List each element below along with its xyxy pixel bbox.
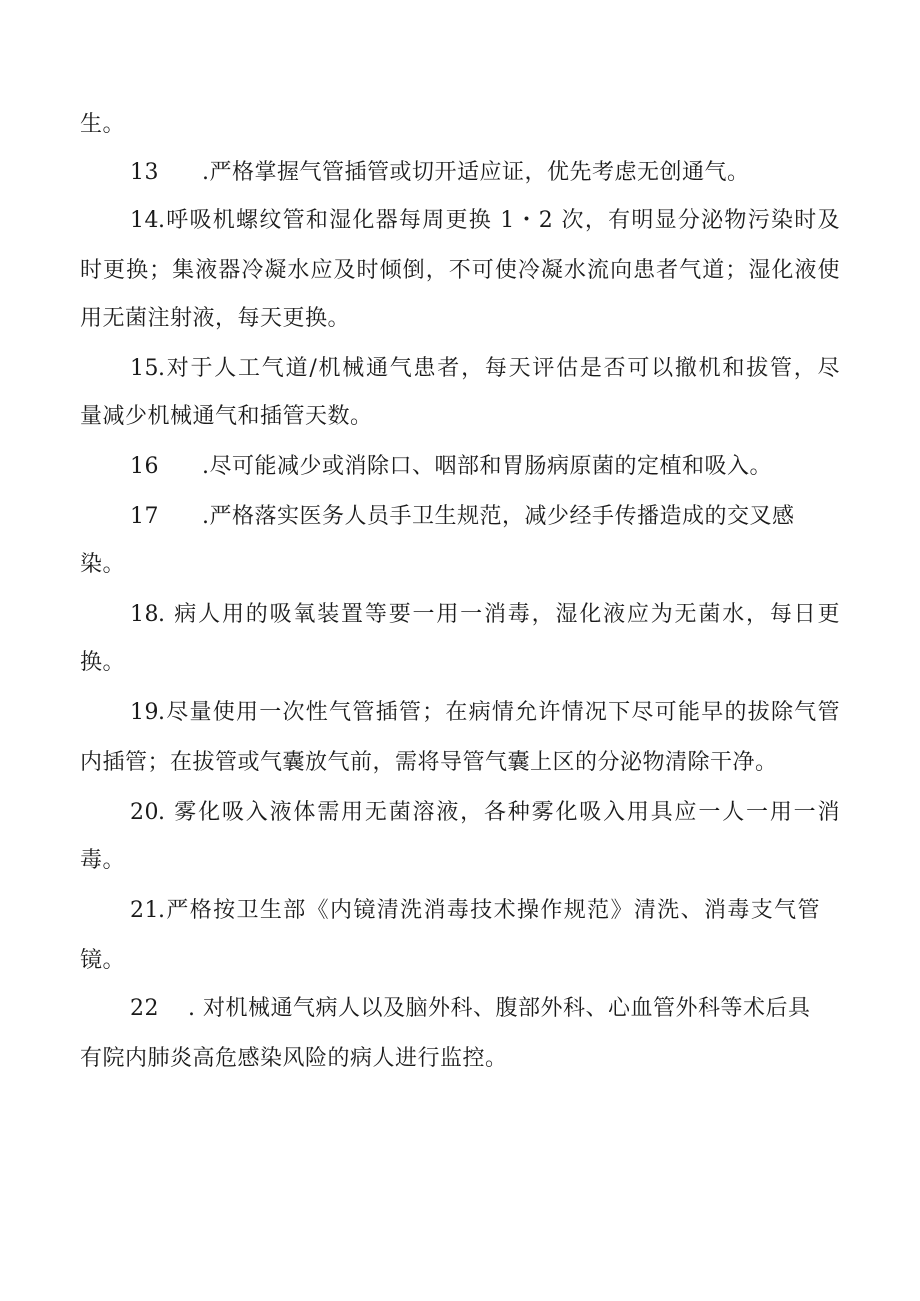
paragraph-text: .呼吸机螺纹管和湿化器每周更换 1・2 次，有明显分泌物污染时及 bbox=[158, 208, 840, 233]
paragraph-22 bbox=[130, 994, 840, 1024]
paragraph-text: 量减少机械通气和插管天数。 bbox=[80, 404, 373, 429]
paragraph-text: 染。 bbox=[80, 552, 126, 577]
paragraph-number: 22 bbox=[130, 996, 159, 1021]
paragraph-number: 20 bbox=[130, 800, 159, 825]
paragraph-14-line-3 bbox=[80, 304, 840, 334]
paragraph-number: 18 bbox=[130, 602, 159, 627]
paragraph-number: 15 bbox=[130, 356, 159, 381]
paragraph-text: 用无菌注射液，每天更换。 bbox=[80, 306, 351, 331]
paragraph-number: 19 bbox=[130, 700, 159, 725]
paragraph-text: .对于人工气道/机械通气患者，每天评估是否可以撤机和拔管，尽 bbox=[158, 356, 840, 381]
paragraph-14-line-2 bbox=[80, 256, 840, 286]
paragraph-number: 14 bbox=[130, 208, 159, 233]
paragraph-12-end bbox=[80, 110, 840, 140]
paragraph-20-line-2 bbox=[80, 846, 840, 876]
paragraph-text: 换。 bbox=[80, 650, 126, 675]
paragraph-18-line-2 bbox=[80, 648, 840, 678]
paragraph-20 bbox=[130, 798, 840, 828]
paragraph-16 bbox=[130, 452, 840, 482]
paragraph-number: 17 bbox=[130, 504, 159, 529]
paragraph-15 bbox=[130, 354, 840, 384]
paragraph-text: 有院内肺炎高危感染风险的病人进行监控。 bbox=[80, 1046, 508, 1071]
paragraph-text: .尽可能减少或消除口、咽部和胃肠病原菌的定植和吸入。 bbox=[202, 454, 772, 479]
paragraph-19-line-2 bbox=[80, 748, 840, 778]
paragraph-13 bbox=[130, 158, 840, 188]
paragraph-number: 13 bbox=[130, 160, 159, 185]
paragraph-text: .严格掌握气管插管或切开适应证，优先考虑无创通气。 bbox=[202, 160, 750, 185]
paragraph-21 bbox=[130, 896, 820, 926]
paragraph-18 bbox=[130, 600, 840, 630]
paragraph-text: 生。 bbox=[80, 112, 126, 137]
paragraph-text: 镜。 bbox=[80, 948, 126, 973]
paragraph-text: 毒。 bbox=[80, 848, 126, 873]
paragraph-text: . 病人用的吸氧装置等要一用一消毒，湿化液应为无菌水，每日更 bbox=[158, 602, 840, 627]
paragraph-text: .尽量使用一次性气管插管；在病情允许情况下尽可能早的拔除气管 bbox=[158, 700, 840, 725]
paragraph-number: 16 bbox=[130, 454, 159, 479]
paragraph-text: 时更换；集液器冷凝水应及时倾倒，不可使冷凝水流向患者气道；湿化液使 bbox=[80, 258, 840, 283]
paragraph-17-line-2 bbox=[80, 550, 840, 580]
paragraph-number: 21 bbox=[130, 898, 159, 923]
paragraph-19 bbox=[130, 698, 840, 728]
paragraph-text: . 对机械通气病人以及脑外科、腹部外科、心血管外科等术后具 bbox=[188, 996, 811, 1021]
paragraph-21-line-2 bbox=[80, 946, 840, 976]
paragraph-15-line-2 bbox=[80, 402, 840, 432]
paragraph-14 bbox=[130, 206, 840, 236]
paragraph-text: .严格按卫生部《内镜清洗消毒技术操作规范》清洗、消毒支气管 bbox=[158, 898, 820, 923]
paragraph-text: 内插管；在拔管或气囊放气前，需将导管气囊上区的分泌物清除干净。 bbox=[80, 750, 778, 775]
paragraph-text: .严格落实医务人员手卫生规范，减少经手传播造成的交叉感 bbox=[202, 504, 795, 529]
paragraph-text: . 雾化吸入液体需用无菌溶液，各种雾化吸入用具应一人一用一消 bbox=[158, 800, 840, 825]
paragraph-22-line-2 bbox=[80, 1044, 840, 1074]
paragraph-17 bbox=[130, 502, 840, 532]
